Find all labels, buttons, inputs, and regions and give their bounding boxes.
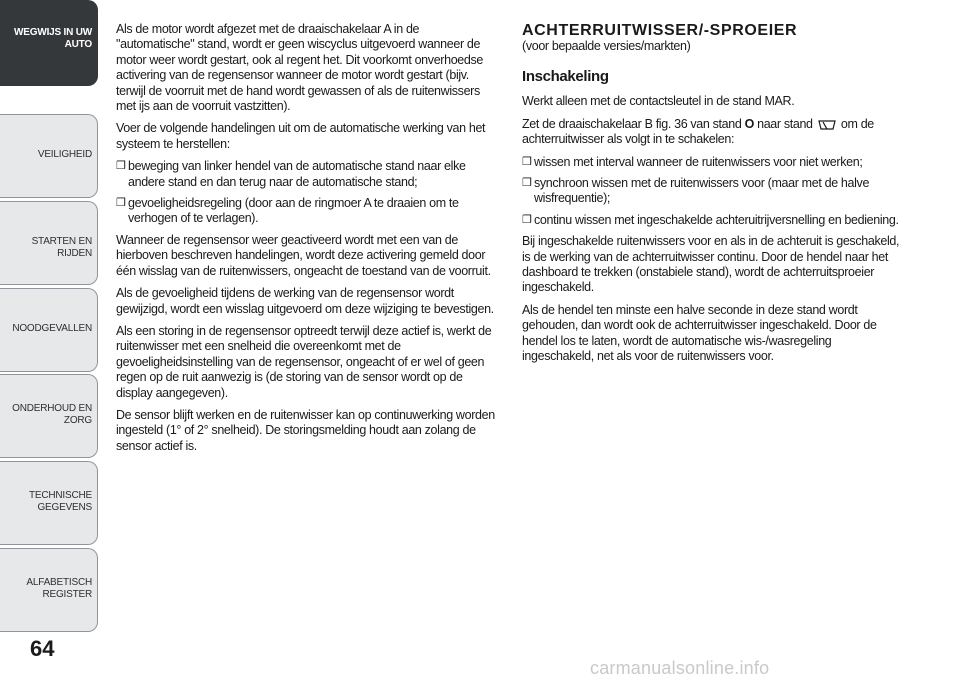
paragraph: Bij ingeschakelde ruitenwissers voor en als in de achteruit is geschakeld, is de werking van de achterruitwisser continu. Door de hendel naar het dashboard te trekken (onstabiele stand), wordt de achterruitsproeier ingeschakeld. (522, 234, 900, 295)
checkbox-square-icon: ❒ (522, 213, 532, 226)
paragraph: Als de motor wordt afgezet met de draaischakelaar A in de "automatische" stand, wordt er geen wiscyclus uitgevoerd wanneer de motor weer wordt gestart, ook al regent het. Dit voorkomt onverhoedse activering van de regensensor wanneer de motor wordt gestart (bijv. terwijl de voorruit met de hand wordt gewassen of als de ruitenwissers met ijs aan de voorruit vastzitten). (116, 22, 484, 114)
tab-label: TECHNISCHE GEGEVENS (28, 490, 92, 513)
subheading: Inschakeling (522, 68, 609, 86)
tab-label: VEILIGHEID (37, 149, 92, 160)
tab-label: NOODGEVALLEN (12, 323, 92, 334)
stand-o-symbol: O (744, 116, 754, 131)
paragraph: Werkt alleen met de contactsleutel in de stand MAR. (522, 94, 795, 109)
list-item: ❒ continu wissen met ingeschakelde achteruitrijversnelling en bediening. (522, 212, 899, 227)
list-item: ❒ beweging van linker hendel van de automatische stand naar elke andere stand en dan terug naar de automatische stand; (116, 159, 466, 189)
left-column (116, 22, 500, 461)
tab-onderhoud-en-zorg[interactable] (0, 374, 98, 458)
section-subtitle: (voor bepaalde versies/markten) (522, 39, 691, 53)
paragraph: Wanneer de regensensor weer geactiveerd wordt met een van de hierboven beschreven handelingen, wordt deze activering gemeld door één wisslag van de ruitenwissers, ongeacht de toestand van de voorruit. (116, 232, 491, 278)
list-item: ❒ gevoeligheidsregeling (door aan de ringmoer A te draaien om te verhogen of te verlagen). (116, 196, 459, 226)
rear-wiper-icon (818, 119, 836, 131)
paragraph: Als de hendel ten minste een halve seconde in deze stand wordt gehouden, dan wordt ook de achterruitwisser ingeschakeld. Door de hendel los te laten, wordt de automatische wis-/wasregeling ingeschakeld, net als voor de ruitenwissers voor. (522, 302, 877, 364)
paragraph: De sensor blijft werken en de ruitenwisser kan op continuwerking worden ingesteld (1° of 2° snelheid). De storingsmelding houdt aan zolang de sensor actief is. (116, 407, 495, 453)
tab-veiligheid[interactable] (0, 114, 98, 198)
checkbox-square-icon: ❒ (116, 160, 126, 173)
checkbox-square-icon: ❒ (522, 155, 532, 168)
list-item: ❒ synchroon wissen met de ruitenwissers voor (maar met de halve wisfrequentie); (522, 176, 870, 206)
tab-label: ALFABETISCH REGISTER (26, 577, 92, 600)
right-column (522, 22, 904, 372)
tab-label: WEGWIJS IN UW AUTO (14, 27, 92, 50)
watermark: carmanualsonline.info (590, 658, 770, 678)
tab-starten-en-rijden[interactable] (0, 201, 98, 285)
list-item: ❒ wissen met interval wanneer de ruitenwissers voor niet werken; (522, 154, 863, 169)
tab-technische-gegevens[interactable] (0, 461, 98, 545)
tab-alfabetisch-register[interactable] (0, 548, 98, 632)
checkbox-square-icon: ❒ (522, 177, 532, 190)
paragraph: Als een storing in de regensensor optreedt terwijl deze actief is, werkt de ruitenwisser met een snelheid die overeenkomt met de gevoeligheidsinstelling van de regensensor, ongeacht of er wel of geen regen op de ruit aanwezig is (de storing van de sensor wordt op de display aangegeven). (116, 323, 492, 400)
tab-wegwijs-in-uw-auto[interactable] (0, 0, 98, 86)
page-number: 64 (30, 636, 55, 661)
paragraph: Voer de volgende handelingen uit om de automatische werking van het systeem te herstellen: (116, 121, 486, 151)
paragraph: Als de gevoeligheid tijdens de werking van de regensensor wordt gewijzigd, wordt een wisslag uitgevoerd om deze wijziging te bevestigen. (116, 286, 494, 316)
tab-label: STARTEN EN RIJDEN (31, 236, 92, 259)
tab-label: ONDERHOUD EN ZORG (12, 403, 92, 426)
tab-noodgevallen[interactable] (0, 288, 98, 372)
checkbox-square-icon: ❒ (116, 197, 126, 210)
section-heading: ACHTERRUITWISSER/-SPROEIER (522, 22, 798, 39)
paragraph: Zet de draaischakelaar B fig. 36 van stand O naar stand om de achterruitwisser als volgt in te schakelen: (522, 116, 874, 147)
